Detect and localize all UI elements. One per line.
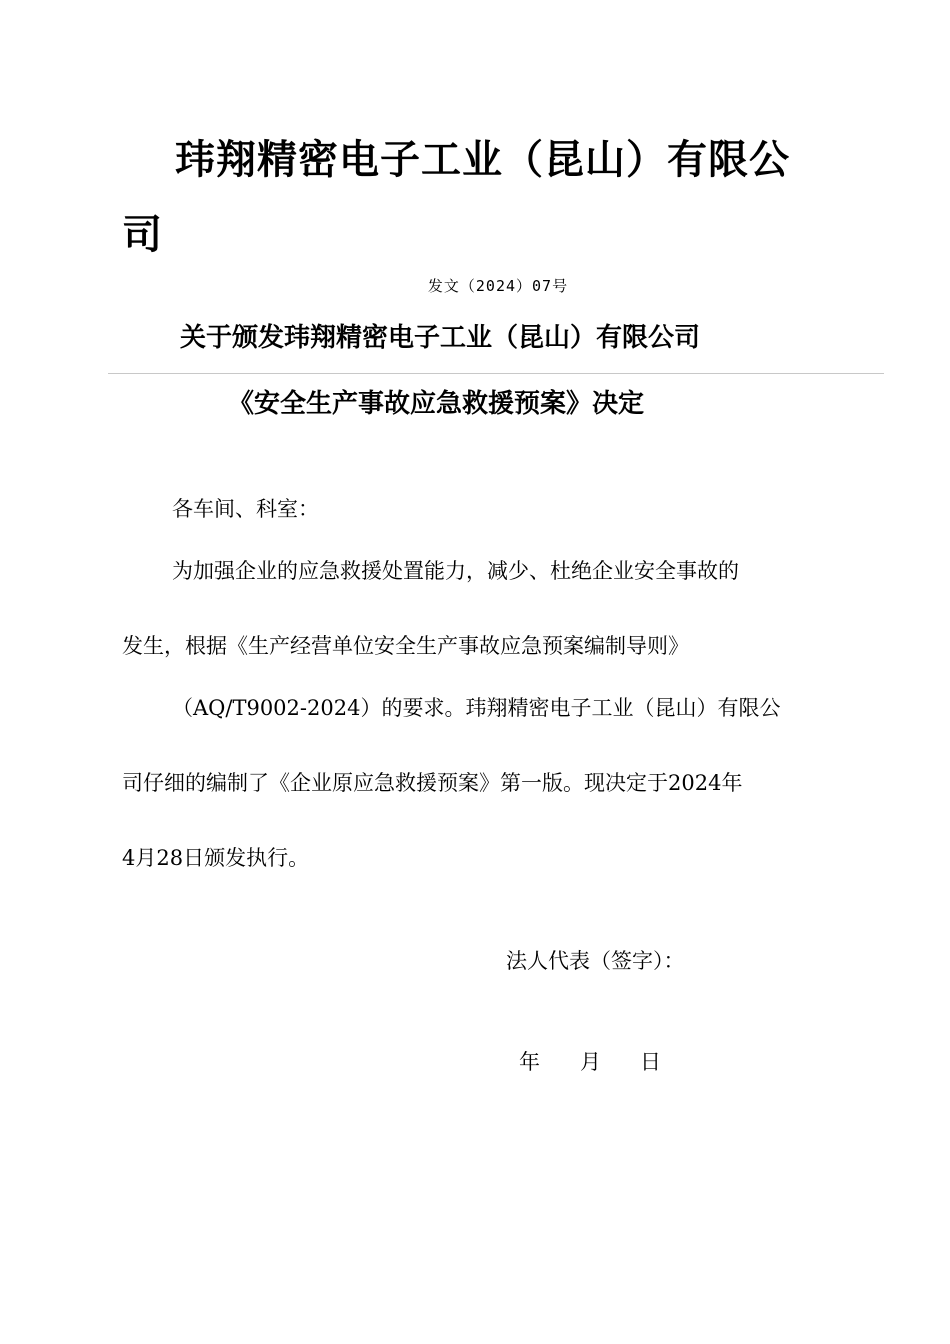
horizontal-divider bbox=[108, 373, 884, 374]
company-title-line1: 玮翔精密电子工业（昆山）有限公 bbox=[175, 137, 790, 183]
date-day-label: 日 bbox=[640, 1050, 661, 1074]
date-year-label: 年 bbox=[519, 1050, 540, 1074]
subject-line2: 《安全生产事故应急救援预案》决定 bbox=[228, 389, 645, 419]
date-month-label: 月 bbox=[580, 1050, 601, 1074]
body-line-4: 司仔细的编制了《企业原应急救援预案》第一版。现决定于2024年 bbox=[122, 771, 743, 795]
body-line-2: 发生，根据《生产经营单位安全生产事故应急预案编制导则》 bbox=[122, 634, 689, 658]
subject-line1: 关于颁发玮翔精密电子工业（昆山）有限公司 bbox=[180, 323, 701, 353]
document-number: 发文（2024）07号 bbox=[427, 277, 569, 295]
salutation: 各车间、科室： bbox=[172, 497, 319, 521]
body-line-5: 4月28日颁发执行。 bbox=[122, 846, 310, 870]
signature-label: 法人代表（签字）： bbox=[506, 949, 685, 973]
body-line-3: （AQ/T9002-2024）的要求。玮翔精密电子工业（昆山）有限公 bbox=[172, 696, 781, 720]
company-title-line2: 司 bbox=[122, 212, 163, 258]
body-line-1: 为加强企业的应急救援处置能力，减少、杜绝企业安全事故的 bbox=[172, 559, 739, 583]
